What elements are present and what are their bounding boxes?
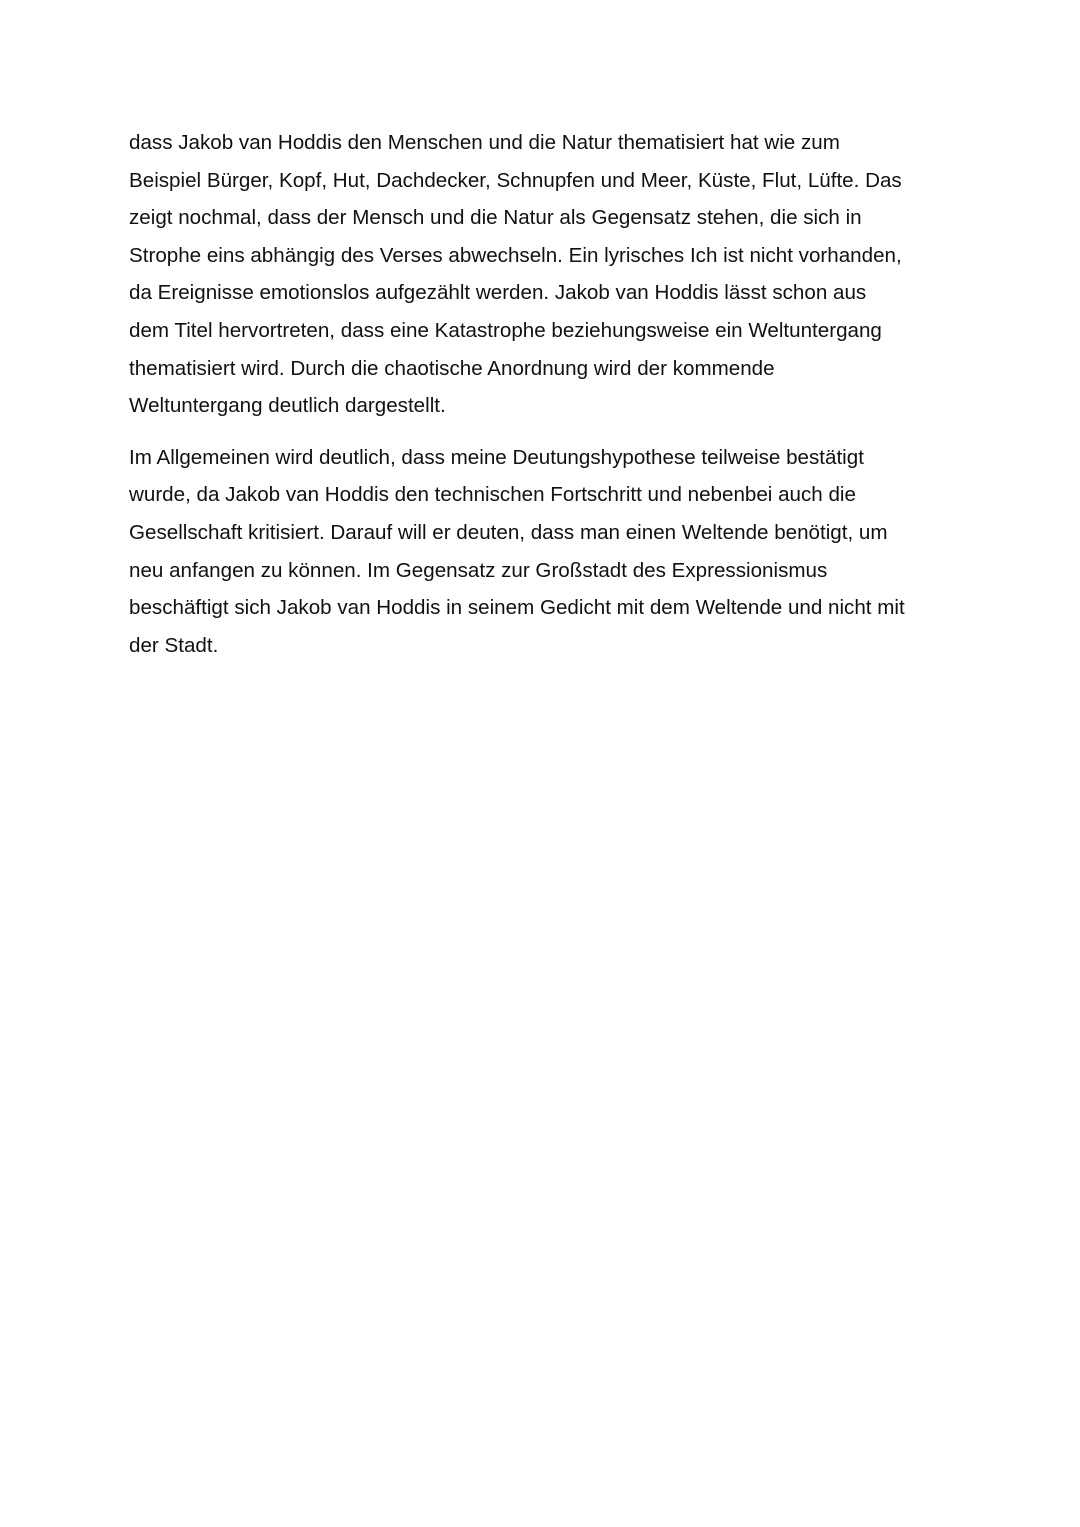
document-body: [129, 124, 959, 664]
paragraph-1: [129, 124, 959, 425]
text-line: Strophe eins abhängig des Verses abwechseln. Ein lyrisches Ich ist nicht vorhanden,: [129, 243, 902, 267]
text-line: dass Jakob van Hoddis den Menschen und die Natur thematisiert hat wie zum: [129, 131, 840, 154]
text-line: Beispiel Bürger, Kopf, Hut, Dachdecker, Schnupfen und Meer, Küste, Flut, Lüfte. Das: [129, 168, 902, 192]
text-line: da Ereignisse emotionslos aufgezählt werden. Jakob van Hoddis lässt schon aus: [129, 281, 867, 305]
text-line: beschäftigt sich Jakob van Hoddis in seinem Gedicht mit dem Weltende und nicht mit: [129, 596, 905, 620]
text-line: neu anfangen zu können. Im Gegensatz zur Großstadt des Expressionismus: [129, 558, 828, 582]
text-line: zeigt nochmal, dass der Mensch und die Natur als Gegensatz stehen, die sich in: [129, 206, 862, 230]
text-line: Im Allgemeinen wird deutlich, dass meine Deutungshypothese teilweise bestätigt: [129, 445, 864, 469]
text-line: thematisiert wird. Durch die chaotische Anordnung wird der kommende: [129, 356, 775, 380]
text-line: Weltuntergang deutlich dargestellt.: [129, 394, 446, 418]
text-line: wurde, da Jakob van Hoddis den technischen Fortschritt und nebenbei auch die: [129, 483, 856, 507]
text-line: Gesellschaft kritisiert. Darauf will er deuten, dass man einen Weltende benötigt, um: [129, 520, 888, 544]
text-line: dem Titel hervortreten, dass eine Katastrophe beziehungsweise ein Weltuntergang: [129, 318, 882, 342]
paragraph-2: [129, 439, 959, 665]
text-line: der Stadt.: [129, 633, 219, 657]
